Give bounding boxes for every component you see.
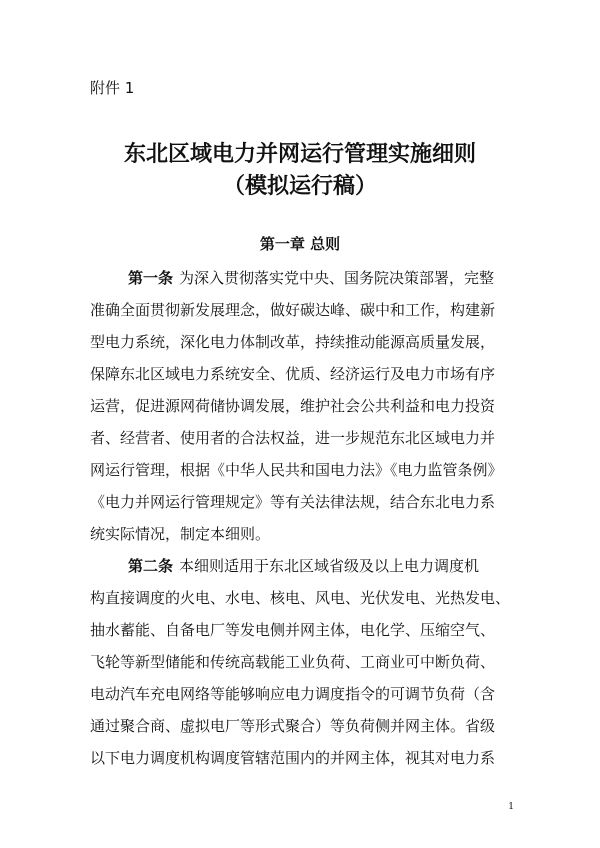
article-1-line: 准确全面贯彻新发展理念，做好碳达峰、碳中和工作，构建新 [90,301,496,319]
article-2-line: 构直接调度的火电、水电、核电、风电、光伏发电、光热发电、 [90,589,511,607]
article-2-line: 飞轮等新型储能和传统高载能工业负荷、工商业可中断负荷、 [90,653,496,671]
article-1-line: 统实际情况，制定本细则。 [90,525,271,543]
article-1-label: 第一条 [128,269,174,287]
article-1-line: 保障东北区域电力系统安全、优质、经济运行及电力市场有序 [90,365,496,383]
article-2-line: 以下电力调度机构调度管辖范围内的并网主体，视其对电力系 [90,749,496,767]
article-1-line: 型电力系统，深化电力体制改革，持续推动能源高质量发展， [90,333,496,351]
article-1-line: 运营，促进源网荷储协调发展，维护社会公共利益和电力投资 [90,397,496,415]
article-2-line: 抽水蓄能、自备电厂等发电侧并网主体，电化学、压缩空气、 [90,621,496,639]
article-2-line: 电动汽车充电网络等能够响应电力调度指令的可调节负荷（含 [90,685,496,703]
chapter-heading: 第一章 总则 [259,235,341,253]
document-subtitle: （模拟运行稿） [222,174,377,199]
article-1-line: 者、经营者、使用者的合法权益，进一步规范东北区域电力并 [90,429,496,447]
attachment-label: 附件 1 [90,79,135,97]
document-title: 东北区域电力并网运行管理实施细则 [123,142,476,167]
article-2-line: 通过聚合商、虚拟电厂等形式聚合）等负荷侧并网主体。省级 [90,717,496,735]
article-1-line [128,266,515,290]
article-1-line: 《电力并网运行管理规定》等有关法律法规，结合东北电力系 [90,493,496,511]
article-2-line [128,554,515,578]
article-2-label: 第二条 [128,557,174,575]
page-number: 1 [508,802,514,812]
article-1-text: 为深入贯彻落实党中央、国务院决策部署，完整 [179,269,495,287]
article-2-text: 本细则适用于东北区域省级及以上电力调度机 [179,557,480,575]
article-1-line: 网运行管理，根据《中华人民共和国电力法》《电力监管条例》 [90,461,503,479]
